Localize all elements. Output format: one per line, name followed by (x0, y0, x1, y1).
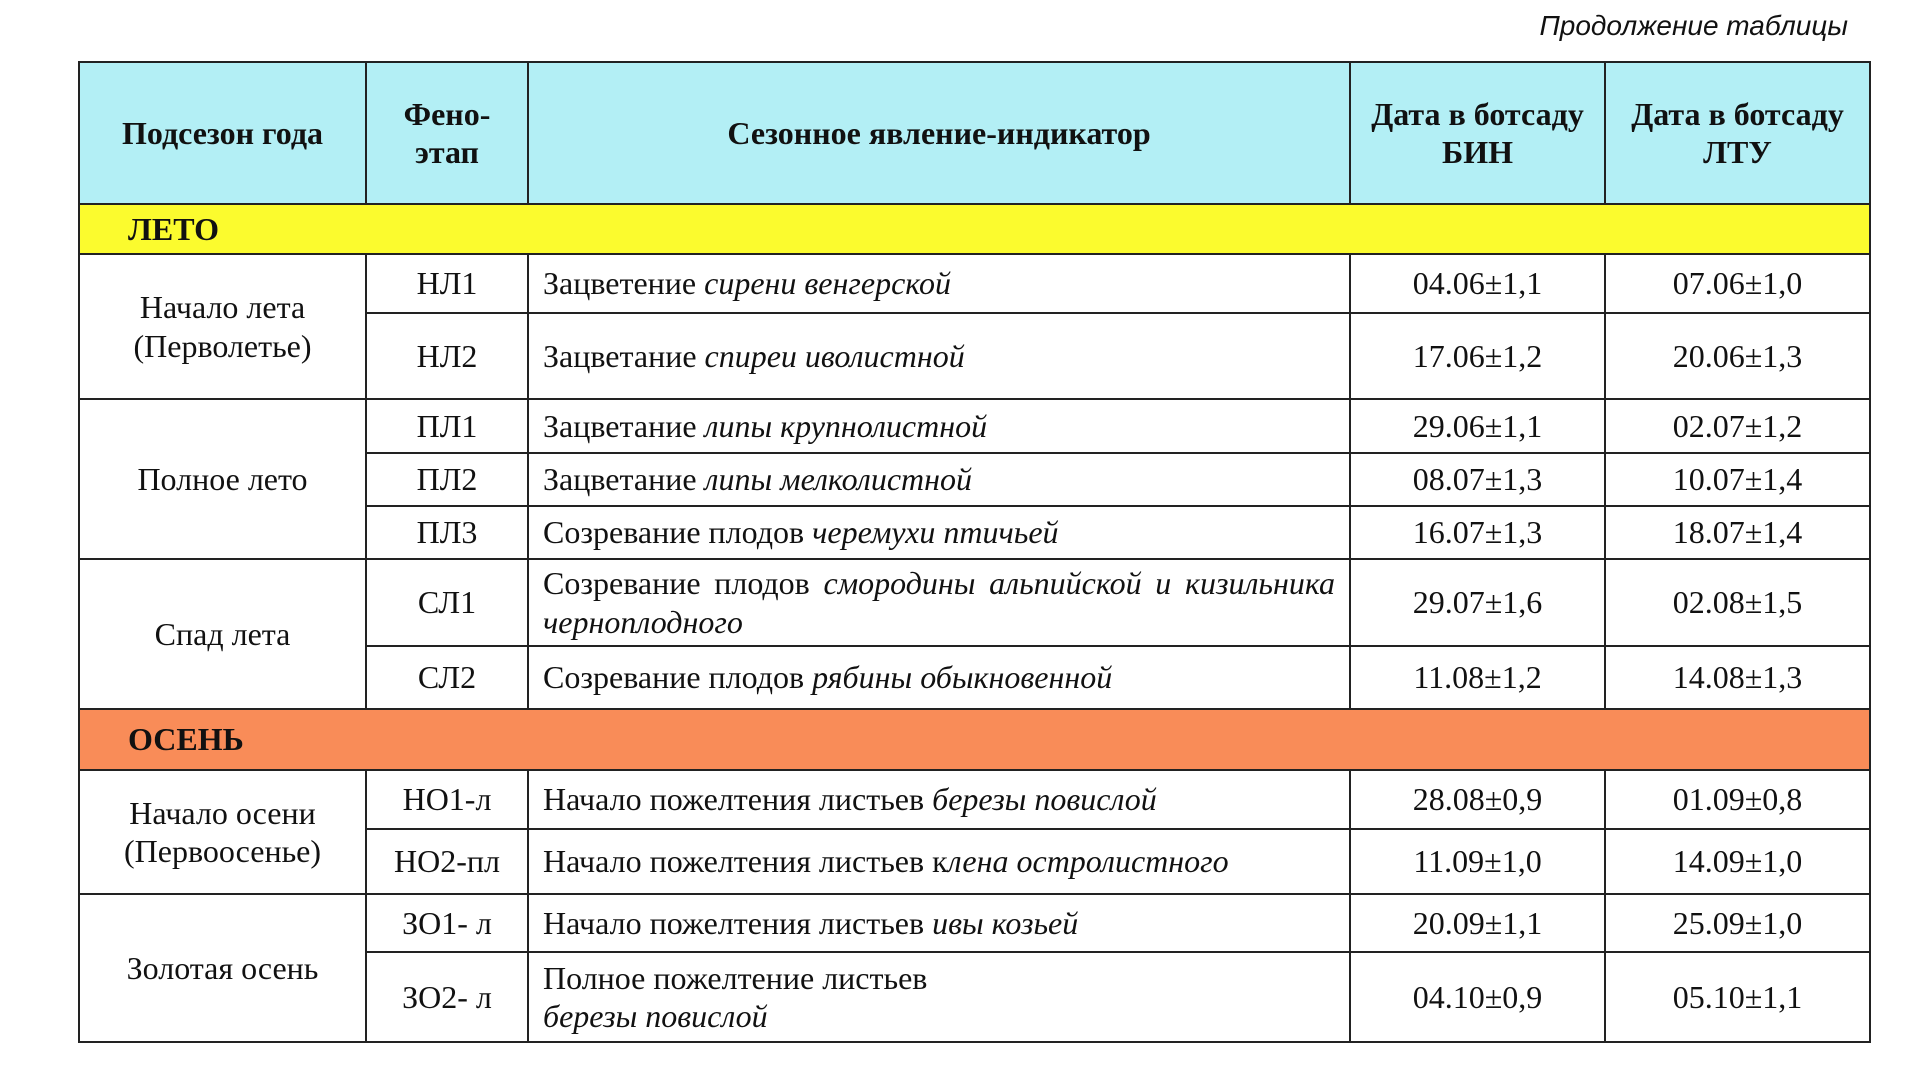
header-subseason: Подсезон года (79, 62, 366, 204)
header-phase: Фено-этап (366, 62, 528, 204)
table-row (79, 894, 1870, 952)
phase-code: НО1-л (366, 770, 528, 829)
date-bin: 04.10±0,9 (1350, 952, 1605, 1042)
phase-code: НЛ1 (366, 254, 528, 313)
date-bin: 29.07±1,6 (1350, 559, 1605, 646)
date-bin: 11.08±1,2 (1350, 646, 1605, 709)
date-ltu: 10.07±1,4 (1605, 453, 1870, 506)
date-bin: 11.09±1,0 (1350, 829, 1605, 894)
phase-code: ПЛ1 (366, 399, 528, 453)
date-ltu: 14.08±1,3 (1605, 646, 1870, 709)
phenomenon-cell: Созревание плодов рябины обыкновенной (528, 646, 1350, 709)
date-ltu: 20.06±1,3 (1605, 313, 1870, 399)
season-title-summer: ЛЕТО (79, 204, 1870, 254)
table-row (79, 399, 1870, 453)
header-phenomenon: Сезонное явление-индикатор (528, 62, 1350, 204)
subseason-summer-decline: Спад лета (79, 559, 366, 709)
date-bin: 28.08±0,9 (1350, 770, 1605, 829)
header-row (79, 62, 1870, 204)
season-row-summer (79, 204, 1870, 254)
phase-code: НО2-пл (366, 829, 528, 894)
date-bin: 17.06±1,2 (1350, 313, 1605, 399)
date-bin: 16.07±1,3 (1350, 506, 1605, 559)
phenomenon-cell: Полное пожелтение листьев березы повислой (528, 952, 1350, 1042)
phenomenon-cell: Созревание плодов черемухи птичьей (528, 506, 1350, 559)
season-row-autumn (79, 709, 1870, 770)
subseason-early-summer: Начало лета (Перволетье) (79, 254, 366, 399)
header-date-bin: Дата в ботсаду БИН (1350, 62, 1605, 204)
date-ltu: 25.09±1,0 (1605, 894, 1870, 952)
date-ltu: 02.07±1,2 (1605, 399, 1870, 453)
phase-code: НЛ2 (366, 313, 528, 399)
date-ltu: 02.08±1,5 (1605, 559, 1870, 646)
phenomenon-cell: Начало пожелтения листьев березы повислой (528, 770, 1350, 829)
date-ltu: 01.09±0,8 (1605, 770, 1870, 829)
subseason-golden-autumn: Золотая осень (79, 894, 366, 1042)
season-title-autumn: ОСЕНЬ (79, 709, 1870, 770)
phenomenon-cell: Начало пожелтения листьев ивы козьей (528, 894, 1350, 952)
subseason-early-autumn: Начало осени (Первоосенье) (79, 770, 366, 894)
date-bin: 20.09±1,1 (1350, 894, 1605, 952)
date-ltu: 05.10±1,1 (1605, 952, 1870, 1042)
phase-code: ПЛ2 (366, 453, 528, 506)
phenomenon-cell: Начало пожелтения листьев клена остролистного (528, 829, 1350, 894)
phase-code: ПЛ3 (366, 506, 528, 559)
phenomenon-cell: Зацветание липы крупнолистной (528, 399, 1350, 453)
phenology-table (78, 61, 1871, 1043)
date-ltu: 07.06±1,0 (1605, 254, 1870, 313)
date-bin: 08.07±1,3 (1350, 453, 1605, 506)
phenomenon-cell: Зацветение сирени венгерской (528, 254, 1350, 313)
phenomenon-cell: Зацветание спиреи иволистной (528, 313, 1350, 399)
table-row (79, 770, 1870, 829)
date-bin: 29.06±1,1 (1350, 399, 1605, 453)
phase-code: ЗО2- л (366, 952, 528, 1042)
phase-code: СЛ2 (366, 646, 528, 709)
date-bin: 04.06±1,1 (1350, 254, 1605, 313)
phenomenon-cell: Созревание плодов смородины альпийской и кизильника черноплодного (528, 559, 1350, 646)
table-row (79, 559, 1870, 646)
phase-code: СЛ1 (366, 559, 528, 646)
header-date-ltu: Дата в ботсаду ЛТУ (1605, 62, 1870, 204)
subseason-full-summer: Полное лето (79, 399, 366, 559)
phase-code: ЗО1- л (366, 894, 528, 952)
date-ltu: 14.09±1,0 (1605, 829, 1870, 894)
date-ltu: 18.07±1,4 (1605, 506, 1870, 559)
table-continuation-caption: Продолжение таблицы (1539, 10, 1848, 41)
table-row (79, 254, 1870, 313)
phenomenon-cell: Зацветание липы мелколистной (528, 453, 1350, 506)
